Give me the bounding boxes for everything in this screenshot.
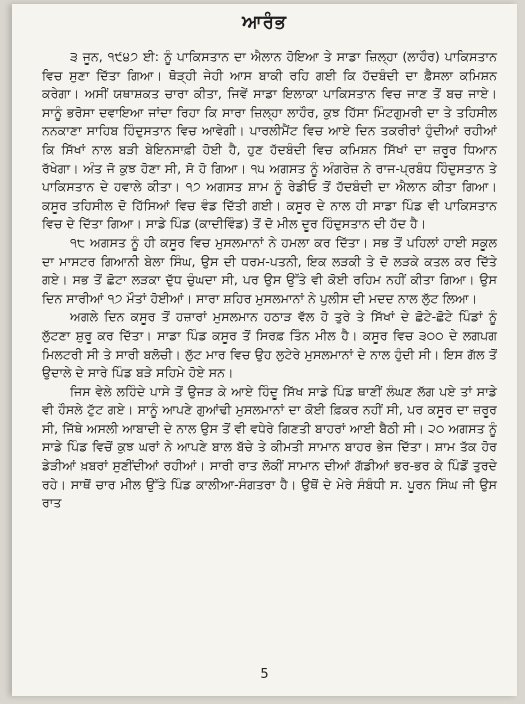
chapter-body xyxy=(42,48,497,513)
page-number: 5 xyxy=(260,667,269,682)
book-page xyxy=(12,4,517,696)
paragraph-3: ਅਗਲੇ ਦਿਨ ਕਸੂਰ ਤੋਂ ਹਜ਼ਾਰਾਂ ਮੁਸਲਮਾਨ ਹਠਾੜ ਵੱਲ ਹੋ ਤੁਰੇ ਤੇ ਸਿੱਖਾਂ ਦੇ ਛੋਟੇ-ਛੋਟੇ ਪਿੰਡਾਂ ਨੂੰ ਲੁੱਟਣਾ ਸ਼ੁਰੂ ਕਰ ਦਿੱਤਾ। ਸਾਡਾ ਪਿੰਡ ਕਸੂਰ ਤੋਂ ਸਿਰਫ਼ ਤਿੰਨ ਮੀਲ ਹੈ। ਕਸੂਰ ਵਿਚ ੩੦੦ ਦੇ ਲਗਪਗ ਮਿਲਟਰੀ ਸੀ ਤੇ ਸਾਰੀ ਬਲੋਚੀ। ਲੁੱਟ ਮਾਰ ਵਿਚ ਉਹ ਲੁਟੇਰੇ ਮੁਸਲਮਾਨਾਂ ਦੇ ਨਾਲ ਹੁੰਦੀ ਸੀ। ਇਸ ਗੱਲ ਤੋਂ ਉਦਾਲੇ ਦੇ ਸਾਰੇ ਪਿੰਡ ਬੜੇ ਸਹਿਮੇ ਹੋਏ ਸਨ। xyxy=(42,309,497,381)
chapter-title: ਆਰੰਭ xyxy=(242,12,287,33)
paragraph-4: ਜਿਸ ਵੇਲੇ ਲਹਿੰਦੇ ਪਾਸੇ ਤੋਂ ਉਜੜ ਕੇ ਆਏ ਹਿੰਦੂ ਸਿੱਖ ਸਾਡੇ ਪਿੰਡ ਥਾਣੀਂ ਲੰਘਣ ਲੱਗ ਪਏ ਤਾਂ ਸਾਡੇ ਵੀ ਹੌਸਲੇ ਟੁੱਟ ਗਏ। ਸਾਨੂੰ ਆਪਣੇ ਗੁਆਂਢੀ ਮੁਸਲਮਾਨਾਂ ਦਾ ਕੋਈ ਫ਼ਿਕਰ ਨਹੀਂ ਸੀ, ਪਰ ਕਸੂਰ ਦਾ ਜ਼ਰੂਰ ਸੀ, ਜਿੱਥੇ ਅਸਲੀ ਆਬਾਦੀ ਦੇ ਨਾਲ ਉਸ ਤੋਂ ਵੀ ਵਧੇਰੇ ਗਿਣਤੀ ਬਾਹਰਾਂ ਆਈ ਬੈਠੀ ਸੀ। ੨੦ ਅਗਸਤ ਨੂੰ ਸਾਡੇ ਪਿੰਡ ਵਿਚੋਂ ਕੁਝ ਘਰਾਂ ਨੇ ਆਪਣੇ ਬਾਲ ਬੱਚੇ ਤੇ ਕੀਮਤੀ ਸਾਮਾਨ ਬਾਹਰ ਭੇਜ ਦਿੱਤਾ। ਸ਼ਾਮ ਤੱਕ ਹੋਰ ਡੇੜੀਆਂ ਖ਼ਬਰਾਂ ਸੁਣੀਂਦੀਆਂ ਰਹੀਆਂ। ਸਾਰੀ ਰਾਤ ਲੋਕੀਂ ਸਾਮਾਨ ਦੀਆਂ ਗੱਡੀਆਂ ਭਰ-ਭਰ ਕੇ ਪਿੰਡੋਂ ਤੁਰਦੇ ਰਹੇ। ਸਾਥੋਂ ਚਾਰ ਮੀਲ ਉੱਤੇ ਪਿੰਡ ਕਾਲੀਆ-ਸੰਗਤਰਾ ਹੈ। ਉਥੋਂ ਦੇ ਮੇਰੇ ਸੰਬੰਧੀ ਸ. ਪੂਰਨ ਸਿੰਘ ਜੀ ਉਸ ਰਾਤ xyxy=(42,383,497,511)
paragraph-2: ੧੮ ਅਗਸਤ ਨੂੰ ਹੀ ਕਸੂਰ ਵਿਚ ਮੁਸਲਮਾਨਾਂ ਨੇ ਹਮਲਾ ਕਰ ਦਿੱਤਾ। ਸਭ ਤੋਂ ਪਹਿਲਾਂ ਹਾਈ ਸਕੂਲ ਦਾ ਮਾਸਟਰ ਗਿਆਨੀ ਬੇਲਾ ਸਿੰਘ, ਉਸ ਦੀ ਧਰਮ-ਪਤਨੀ, ਇਕ ਲੜਕੀ ਤੇ ਦੋ ਲੜਕੇ ਕਤਲ ਕਰ ਦਿੱਤੇ ਗਏ। ਸਭ ਤੋਂ ਛੋਟਾ ਲੜਕਾ ਦੁੱਧ ਚੁੰਘਦਾ ਸੀ, ਪਰ ਉਸ ਉੱਤੇ ਵੀ ਕੋਈ ਰਹਿਮ ਨਹੀਂ ਕੀਤਾ ਗਿਆ। ਉਸ ਦਿਨ ਸਾਰੀਆਂ ੧੭ ਮੌਤਾਂ ਹੋਈਆਂ। ਸਾਰਾ ਸ਼ਹਿਰ ਮੁਸਲਮਾਨਾਂ ਨੇ ਪੁਲੀਸ ਦੀ ਮਦਦ ਨਾਲ ਲੁੱਟ ਲਿਆ। xyxy=(42,234,497,306)
paragraph-1: ੩ ਜੂਨ, ੧੯੪੭ ਈ: ਨੂੰ ਪਾਕਿਸਤਾਨ ਦਾ ਐਲਾਨ ਹੋਇਆ ਤੇ ਸਾਡਾ ਜ਼ਿਲ੍ਹਾ (ਲਾਹੌਰ) ਪਾਕਿਸਤਾਨ ਵਿਚ ਸੁਣਾ ਦਿੱਤਾ ਗਿਆ। ਥੋੜ੍ਹੀ ਜੇਹੀ ਆਸ ਬਾਕੀ ਰਹਿ ਗਈ ਕਿ ਹੱਦਬੰਦੀ ਦਾ ਫ਼ੈਸਲਾ ਕਮਿਸ਼ਨ ਕਰੇਗਾ। ਅਸੀਂ ਯਥਾਸ਼ਕਤ ਚਾਰਾ ਕੀਤਾ, ਜਿਵੇਂ ਸਾਡਾ ਇਲਾਕਾ ਪਾਕਿਸਤਾਨ ਵਿਚ ਜਾਣ ਤੋਂ ਬਚ ਜਾਏ। ਸਾਨੂੰ ਭਰੋਸਾ ਦਵਾਇਆ ਜਾਂਦਾ ਰਿਹਾ ਕਿ ਸਾਰਾ ਜ਼ਿਲ੍ਹਾ ਲਾਹੌਰ, ਕੁਝ ਹਿੱਸਾ ਮਿੰਟਗੁਮਰੀ ਦਾ ਤੇ ਤਹਿਸੀਲ ਨਨਕਾਣਾ ਸਾਹਿਬ ਹਿੰਦੁਸਤਾਨ ਵਿਚ ਆਵੇਗੀ। ਪਾਰਲੀਮੈਂਟ ਵਿਚ ਆਏ ਦਿਨ ਤਕਰੀਰਾਂ ਹੁੰਦੀਆਂ ਰਹੀਆਂ ਕਿ ਸਿੱਖਾਂ ਨਾਲ ਬੜੀ ਬੇਇਨਸਾਫ਼ੀ ਹੋਈ ਹੈ, ਹੁਣ ਹੱਦਬੰਦੀ ਵਿਚ ਕਮਿਸ਼ਨ ਸਿੱਖਾਂ ਦਾ ਜ਼ਰੂਰ ਧਿਆਨ ਰੱਖੇਗਾ। ਅੰਤ ਜੋ ਕੁਝ ਹੋਣਾ ਸੀ, ਸੋ ਹੋ ਗਿਆ। ੧੫ ਅਗਸਤ ਨੂੰ ਅੰਗਰੇਜ਼ ਨੇ ਰਾਜ-ਪ੍ਰਬੰਧ ਹਿੰਦੁਸਤਾਨ ਤੇ ਪਾਕਿਸਤਾਨ ਦੇ ਹਵਾਲੇ ਕੀਤਾ। ੧੭ ਅਗਸਤ ਸ਼ਾਮ ਨੂੰ ਰੇਡੀਓ ਤੋਂ ਹੱਦਬੰਦੀ ਦਾ ਐਲਾਨ ਕੀਤਾ ਗਿਆ। ਕਸੂਰ ਤਹਿਸੀਲ ਦੋ ਹਿੱਸਿਆਂ ਵਿਚ ਵੰਡ ਦਿੱਤੀ ਗਈ। ਕਸੂਰ ਦੇ ਨਾਲ ਹੀ ਸਾਡਾ ਪਿੰਡ ਵੀ ਪਾਕਿਸਤਾਨ ਵਿਚ ਦੇ ਦਿੱਤਾ ਗਿਆ। ਸਾਡੇ ਪਿੰਡ (ਕਾਦੀਵਿੰਡ) ਤੋਂ ਦੋ ਮੀਲ ਦੂਰ ਹਿੰਦੁਸਤਾਨ ਦੀ ਹੱਦ ਹੈ। xyxy=(42,49,497,232)
